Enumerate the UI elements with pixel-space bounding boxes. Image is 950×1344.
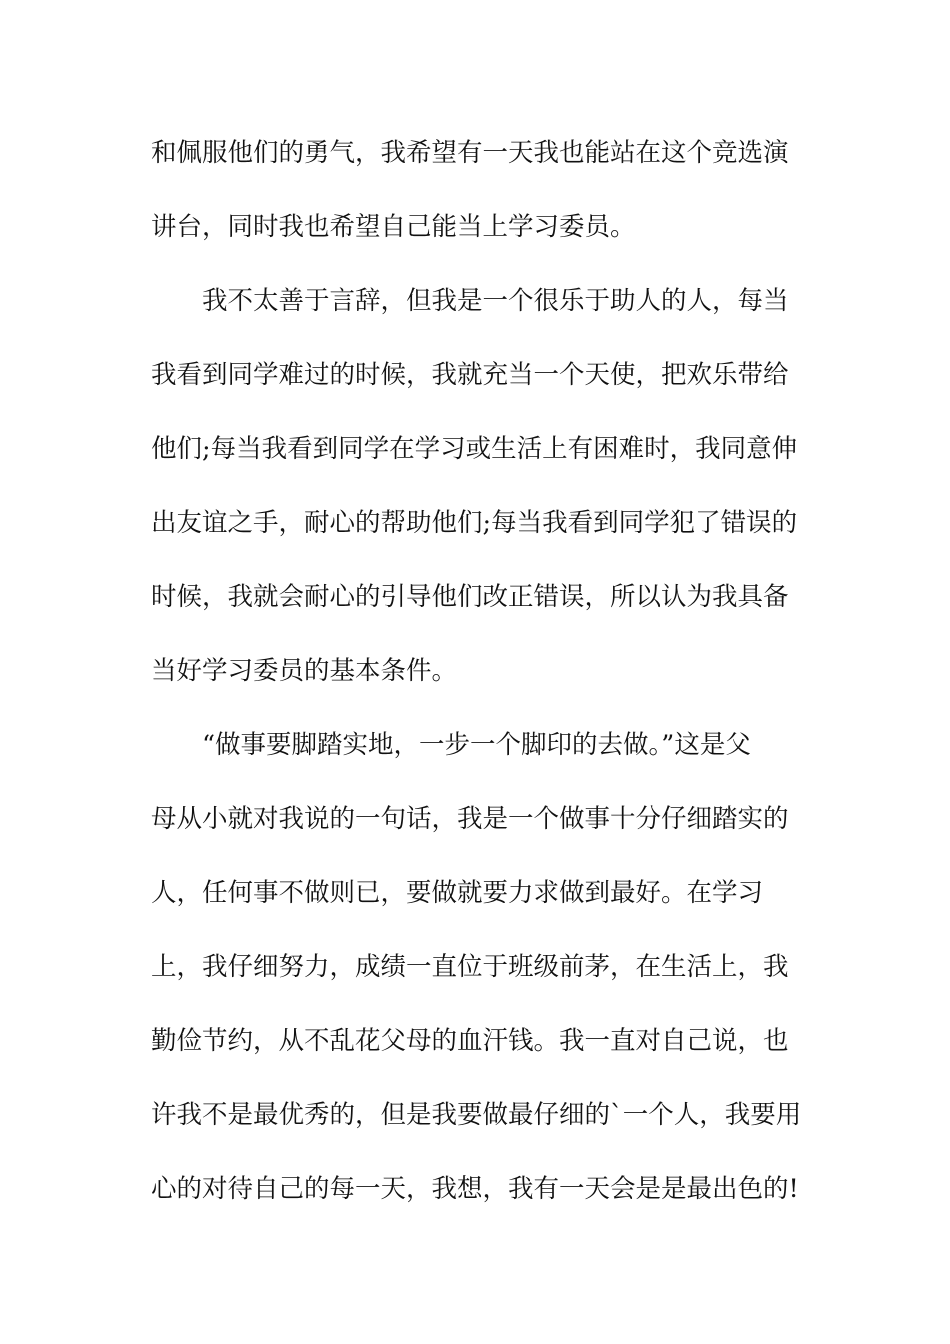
text-line: 当好学习委员的基本条件。 xyxy=(151,656,458,686)
text-line: 心的对待自己的每一天，我想，我有一天会是是最出色的! xyxy=(151,1174,799,1204)
text-line: 人，任何事不做则已，要做就要力求做到最好。在学习 xyxy=(151,878,764,908)
text-line: 讲台，同时我也希望自己能当上学习委员。 xyxy=(151,212,636,242)
text-line: 母从小就对我说的一句话，我是一个做事十分仔细踏实的 xyxy=(151,804,789,834)
text-line: 他们;每当我看到同学在学习或生活上有困难时，我同意伸 xyxy=(151,434,798,464)
text-line: 出友谊之手，耐心的帮助他们;每当我看到同学犯了错误的 xyxy=(151,508,798,538)
text-line: 上，我仔细努力，成绩一直位于班级前茅，在生活上，我 xyxy=(151,952,789,982)
text-line: 和佩服他们的勇气，我希望有一天我也能站在这个竞选演 xyxy=(151,138,789,168)
text-line: 许我不是最优秀的，但是我要做最仔细的`一个人，我要用 xyxy=(151,1100,802,1130)
text-line: “做事要脚踏实地，一步一个脚印的去做。”这是父 xyxy=(202,730,751,760)
text-line: 我不太善于言辞，但我是一个很乐于助人的人，每当 xyxy=(202,286,789,316)
text-line: 我看到同学难过的时候，我就充当一个天使，把欢乐带给 xyxy=(151,360,789,390)
text-line: 勤俭节约，从不乱花父母的血汗钱。我一直对自己说，也 xyxy=(151,1026,789,1056)
text-line: 时候，我就会耐心的引导他们改正错误，所以认为我具备 xyxy=(151,582,789,612)
